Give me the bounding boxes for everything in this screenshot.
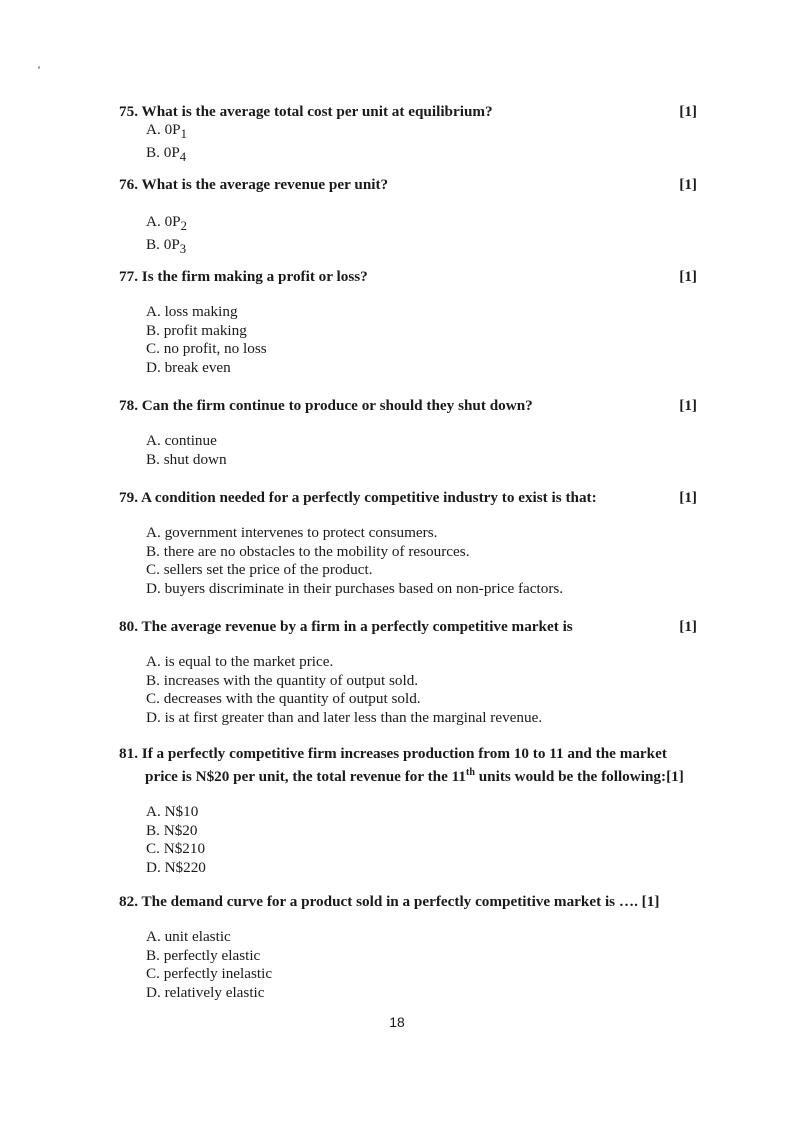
question-heading	[119, 744, 709, 786]
options-list	[146, 432, 697, 469]
question-text: Is the firm making a profit or loss?	[141, 268, 368, 285]
option-c: C. N$210	[146, 840, 206, 858]
option-a: A. is equal to the market price.	[146, 653, 334, 670]
option-c: C. decreases with the quantity of output sold.	[146, 690, 421, 708]
question-number: 78.	[119, 397, 138, 414]
question-80	[119, 617, 697, 727]
option-d: D. relatively elastic	[146, 983, 265, 1001]
marks-label: [1]	[679, 176, 697, 193]
options-list	[146, 303, 697, 377]
question-number: 81.	[119, 745, 138, 762]
option-b: B. shut down	[146, 450, 227, 468]
question-heading	[119, 488, 697, 507]
option-d: D. break even	[146, 358, 231, 376]
option-b: B. $0P_4$	[146, 143, 187, 164]
option-a: A. N$10	[146, 803, 199, 821]
options-list	[146, 803, 709, 877]
question-text: The average revenue by a firm in a perfectly competitive market is	[141, 618, 573, 635]
scan-speck	[38, 66, 40, 69]
option-a: A. unit elastic	[146, 928, 231, 945]
question-77	[119, 267, 697, 377]
question-text: What is the average revenue per unit?	[141, 176, 389, 193]
question-number: 76.	[119, 176, 138, 193]
question-number: 80.	[119, 618, 138, 635]
question-heading	[119, 102, 697, 121]
options-list	[146, 928, 709, 1002]
option-b: B. there are no obstacles to the mobility of resources.	[146, 542, 470, 560]
option-a: A. continue	[146, 432, 217, 449]
marks-label: [1]	[679, 618, 697, 635]
question-number: 77.	[119, 268, 138, 285]
option-b: B. increases with the quantity of output sold.	[146, 671, 419, 689]
marks-label: [1]	[679, 489, 697, 506]
marks-label: [1]	[679, 103, 697, 120]
options-list	[146, 213, 697, 258]
question-heading	[119, 175, 697, 194]
question-79	[119, 488, 697, 598]
question-text: What is the average total cost per unit at equilibrium?	[141, 103, 493, 120]
question-text: The demand curve for a product sold in a perfectly competitive market is …. [1]	[141, 893, 660, 910]
question-heading	[119, 617, 697, 636]
option-b: B. perfectly elastic	[146, 946, 261, 964]
question-number: 79.	[119, 489, 138, 506]
option-c: C. no profit, no loss	[146, 340, 267, 358]
option-d: D. buyers discriminate in their purchases based on non-price factors.	[146, 579, 564, 597]
option-c: C. sellers set the price of the product.	[146, 561, 373, 579]
option-b: B. profit making	[146, 321, 247, 339]
option-d: D. is at first greater than and later less than the marginal revenue.	[146, 708, 543, 726]
marks-label: [1]	[679, 397, 697, 414]
question-heading	[119, 396, 697, 415]
question-text-line2: price is N$20 per unit, the total revenue for the 11th units would be the following:[1]	[145, 767, 684, 786]
option-a: A. $0P_1$	[146, 121, 187, 142]
option-a: A. $0P_2$	[146, 213, 187, 234]
option-d: D. N$220	[146, 858, 206, 876]
option-b: B. N$20	[146, 821, 198, 839]
question-75	[119, 102, 697, 166]
question-78	[119, 396, 697, 469]
option-a: A. government intervenes to protect consumers.	[146, 524, 438, 541]
option-c: C. perfectly inelastic	[146, 965, 273, 983]
options-list	[146, 653, 697, 727]
marks-label: [1]	[679, 268, 697, 285]
option-a: A. loss making	[146, 303, 238, 320]
question-text: A condition needed for a perfectly competitive industry to exist is that:	[140, 489, 597, 506]
options-list	[146, 121, 697, 166]
question-heading	[119, 892, 709, 911]
question-heading	[119, 267, 697, 286]
question-number: 82.	[119, 893, 138, 910]
question-81	[119, 744, 709, 877]
question-number: 75.	[119, 103, 138, 120]
question-76	[119, 175, 697, 258]
page-number: 18	[389, 1014, 405, 1030]
question-text-line1: If a perfectly competitive firm increases production from 10 to 11 and the market	[141, 745, 667, 762]
question-text: Can the firm continue to produce or should they shut down?	[141, 397, 533, 414]
option-b: B. $0P_3$	[146, 235, 187, 256]
question-82	[119, 892, 709, 1002]
options-list	[146, 524, 697, 598]
